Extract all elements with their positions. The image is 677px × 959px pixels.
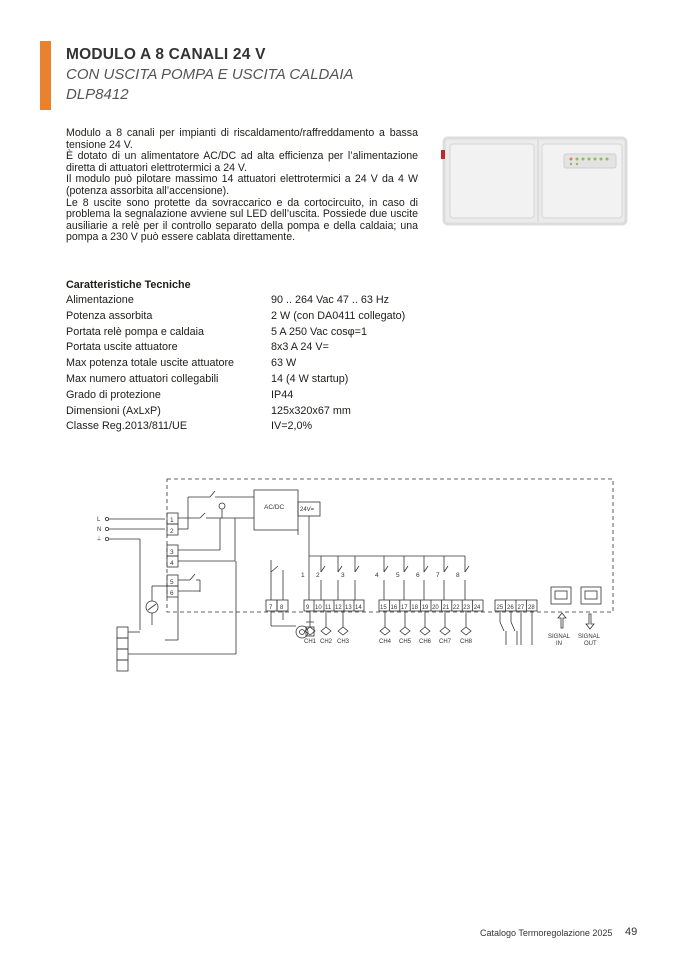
- page-title: MODULO A 8 CANALI 24 V: [66, 46, 266, 63]
- spec-value: 2 W (con DA0411 collegato): [271, 309, 406, 322]
- relay-number: 7: [436, 572, 440, 579]
- signal-out-arrow: [586, 614, 594, 629]
- left-terminal: 4: [170, 560, 174, 567]
- terminal-label: 12: [335, 605, 342, 611]
- accent-bar: [40, 41, 51, 110]
- spec-label: Max numero attuatori collegabili: [66, 372, 219, 385]
- spec-label: Portata relè pompa e caldaia: [66, 325, 205, 338]
- terminal-label: 8: [280, 605, 284, 611]
- terminal-label: 15: [380, 605, 387, 611]
- relay-number: 2: [316, 572, 320, 579]
- spec-row: [66, 309, 405, 325]
- terminal-label: 21: [442, 605, 450, 611]
- product-image: [440, 134, 630, 228]
- spec-row: [66, 404, 405, 420]
- relay-number: 1: [301, 572, 305, 579]
- relay-number: 3: [341, 572, 345, 579]
- terminal-label: 14: [355, 605, 362, 611]
- signal-out-label: SIGNAL: [578, 634, 601, 640]
- relay-number: 6: [416, 572, 420, 579]
- channel-label: CH8: [460, 639, 473, 645]
- module-outline: [167, 479, 613, 612]
- channel-label: CH4: [379, 639, 392, 645]
- terminal-strip-c: [379, 600, 483, 611]
- spec-value: 14 (4 W startup): [271, 372, 349, 385]
- left-terminal: 6: [170, 590, 174, 597]
- relay-switches: [309, 556, 469, 600]
- signal-in-arrow: [558, 613, 566, 628]
- terminal-label: 17: [400, 605, 408, 611]
- channel-label: CH1: [304, 639, 317, 645]
- terminal-label: 27: [517, 605, 525, 611]
- terminal-label: 9: [306, 605, 310, 611]
- spec-value: 90 .. 264 Vac 47 .. 63 Hz: [271, 294, 390, 306]
- terminal-label: 7: [269, 605, 273, 611]
- spec-row: [66, 325, 405, 341]
- spec-label: Classe Reg.2013/811/UE: [66, 420, 188, 433]
- line-label: N: [97, 527, 102, 533]
- terminal-label: 13: [345, 605, 352, 611]
- description-paragraph: È dotato di un alimentatore AC/DC ad alta efficienza per l’alimentazione diretta di attuatori elettrotermici a 24 V.: [66, 150, 418, 174]
- channel-label: CH7: [439, 639, 452, 645]
- spec-row: [66, 372, 405, 388]
- spec-label: Dimensioni (AxLxP): [66, 404, 161, 417]
- terminal-strip-a: [266, 600, 288, 611]
- spec-label: Alimentazione: [66, 294, 134, 306]
- actuator-valves: [305, 611, 471, 635]
- terminal-label: 28: [528, 605, 535, 611]
- spec-row: [66, 419, 405, 435]
- spec-label: Portata uscite attuatore: [66, 341, 178, 354]
- spec-label: Grado di protezione: [66, 388, 161, 401]
- page-number: 49: [625, 926, 638, 938]
- spec-value: 8x3 A 24 V=: [271, 341, 329, 354]
- signal-in-label: IN: [556, 641, 562, 647]
- description-paragraph: Le 8 uscite sono protette da sovraccarico e da cortocircuito, in caso di problema la segnalazione avviene sul LED dell’uscita. Possiede due uscite ausiliarie a relè per il controllo separato della pompa e della caldaia; una pompa a 230 V può essere cablata direttamente.: [66, 196, 418, 244]
- signal-out-port: [581, 587, 601, 604]
- spec-value: IP44: [271, 388, 294, 401]
- spec-label: Potenza assorbita: [66, 309, 153, 322]
- terminal-label: 26: [507, 605, 514, 611]
- spec-value: IV=2,0%: [271, 420, 313, 433]
- product-code: DLP8412: [66, 86, 129, 103]
- signal-in-label: SIGNAL: [548, 634, 571, 640]
- terminal-label: 20: [432, 605, 439, 611]
- channel-label: CH2: [320, 639, 333, 645]
- terminal-label: 16: [390, 605, 398, 611]
- wiring-diagram: [90, 475, 618, 685]
- spec-row: [66, 388, 405, 404]
- v24-label: 24V=: [300, 507, 315, 513]
- terminal-label: 24: [473, 605, 481, 611]
- left-terminal: 2: [170, 528, 174, 535]
- signal-out-label: OUT: [584, 641, 597, 647]
- relay-number: 8: [456, 572, 460, 579]
- signal-in-port: [551, 587, 571, 604]
- spec-row: [66, 293, 405, 309]
- line-label: L: [97, 517, 101, 523]
- spec-row: [66, 340, 405, 356]
- spec-label: Max potenza totale uscite attuatore: [66, 357, 235, 370]
- terminal-strip-b: [304, 600, 364, 611]
- spec-value: 5 A 250 Vac cosφ=1: [271, 325, 367, 338]
- terminal-label: 18: [411, 605, 418, 611]
- terminal-label: 19: [421, 605, 429, 611]
- line-label: ⏚: [96, 537, 103, 543]
- spec-row: [66, 356, 405, 372]
- terminal-label: 11: [325, 605, 332, 611]
- channel-label: CH5: [399, 639, 412, 645]
- description-paragraph: Modulo a 8 canali per impianti di riscaldamento/raffreddamento a bassa tensione 24 V.: [66, 127, 418, 151]
- terminal-strip-d: [495, 600, 537, 611]
- page-subtitle: CON USCITA POMPA E USCITA CALDAIA: [66, 66, 354, 83]
- spec-value: 63 W: [271, 357, 297, 370]
- footer-catalog: Catalogo Termoregolazione 2025: [480, 928, 613, 938]
- specs-heading: Caratteristiche Tecniche: [66, 279, 191, 291]
- terminal-label: 10: [315, 605, 322, 611]
- channel-label: CH3: [337, 639, 350, 645]
- relay-number: 4: [375, 572, 379, 579]
- relay-number: 5: [396, 572, 400, 579]
- technical-specs: [66, 279, 405, 435]
- terminal-label: 23: [463, 605, 470, 611]
- description-paragraph: Il modulo può pilotare massimo 14 attuatori elettrotermici a 24 V da 4 W (potenza assorbita all’accensione).: [66, 173, 418, 197]
- left-terminal: 5: [170, 579, 174, 586]
- channel-label: CH6: [419, 639, 432, 645]
- terminal-label: 22: [452, 605, 460, 611]
- acdc-label: AC/DC: [264, 504, 285, 511]
- spec-value: 125x320x67 mm: [271, 404, 351, 417]
- terminal-label: 25: [496, 605, 504, 611]
- product-description: [66, 128, 418, 244]
- left-terminal: 1: [170, 517, 174, 524]
- left-terminal: 3: [170, 549, 174, 556]
